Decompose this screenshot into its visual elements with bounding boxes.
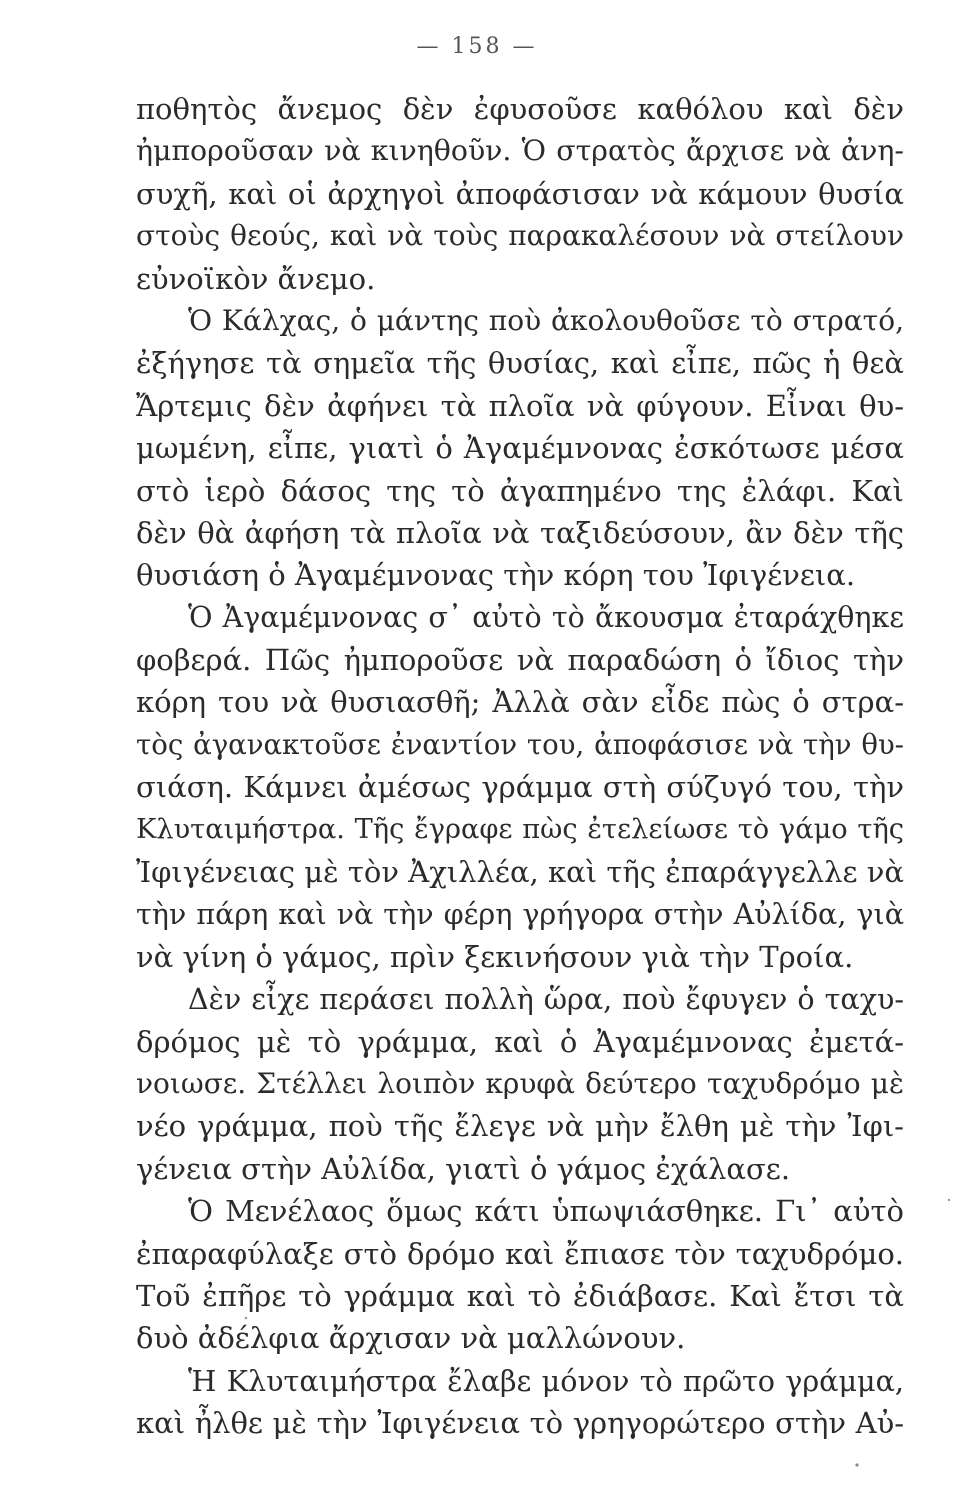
text-line: Δὲν εἶχε περάσει πολλὴ ὥρα, ποὺ ἔφυγεν ὁ ταχυ- xyxy=(188,982,904,1017)
text-line: Ἄρτεμις δὲν ἀφήνει τὰ πλοῖα νὰ φύγουν. Εἶναι θυ- xyxy=(136,388,904,423)
text-line: δυὸ ἀδέλφια ἄρχισαν νὰ μαλλώνουν. xyxy=(136,1321,686,1356)
text-line: Ἰφιγένειας μὲ τὸν Ἀχιλλέα, καὶ τῆς ἐπαράγγελλε νὰ xyxy=(136,855,904,890)
text-line: φοβερά. Πῶς ἠμποροῦσε νὰ παραδώση ὁ ἴδιος τὴν xyxy=(136,643,904,678)
text-line: Τοῦ ἐπῆρε τὸ γράμμα καὶ τὸ ἐδιάβασε. Καὶ ἔτσι τὰ xyxy=(136,1278,904,1313)
text-line: Ὁ Μενέλαος ὅμως κάτι ὑπωψιάσθηκε. Γι᾿ αὐτὸ xyxy=(188,1194,904,1229)
text-line: στὸ ἱερὸ δάσος της τὸ ἀγαπημένο της ἐλάφι. Καὶ xyxy=(136,473,904,508)
text-line: καὶ ἦλθε μὲ τὴν Ἰφιγένεια τὸ γρηγορώτερο στὴν Αὐ- xyxy=(136,1406,904,1441)
text-line: εὐνοϊκὸν ἄνεμο. xyxy=(136,261,376,296)
body-text xyxy=(136,88,904,1445)
text-line: σιάση. Κάμνει ἀμέσως γράμμα στὴ σύζυγό του, τὴν xyxy=(136,770,904,805)
text-line: ἐξήγησε τὰ σημεῖα τῆς θυσίας, καὶ εἶπε, πῶς ἡ θεὰ xyxy=(136,346,904,381)
text-line: τὸς ἀγανακτοῦσε ἐναντίον του, ἀποφάσισε νὰ τὴν θυ- xyxy=(136,728,904,761)
text-line: μωμένη, εἶπε, γιατὶ ὁ Ἀγαμέμνονας ἐσκότωσε μέσα xyxy=(136,431,904,466)
text-line: κόρη του νὰ θυσιασθῆ; Ἀλλὰ σὰν εἶδε πὼς ὁ στρα- xyxy=(136,685,904,720)
text-line: στοὺς θεούς, καὶ νὰ τοὺς παρακαλέσουν νὰ στείλουν xyxy=(136,219,904,253)
text-line: νέο γράμμα, ποὺ τῆς ἔλεγε νὰ μὴν ἔλθη μὲ τὴν Ἰφι- xyxy=(136,1109,904,1144)
text-line: ἐπαραφύλαξε στὸ δρόμο καὶ ἔπιασε τὸν ταχυδρόμο. xyxy=(136,1236,904,1271)
text-line: νὰ γίνη ὁ γάμος, πρὶν ξεκινήσουν γιὰ τὴν Τροία. xyxy=(136,939,854,974)
text-line: Κλυταιμήστρα. Τῆς ἔγραφε πὼς ἐτελείωσε τὸ γάμο τῆς xyxy=(136,813,904,845)
text-line: δὲν θὰ ἀφήση τὰ πλοῖα νὰ ταξιδεύσουν, ἂν δὲν τῆς xyxy=(136,515,904,550)
page-number: — 158 — xyxy=(416,34,538,59)
text-line: γένεια στὴν Αὐλίδα, γιατὶ ὁ γάμος ἐχάλασε. xyxy=(136,1151,791,1186)
text-line: τὴν πάρη καὶ νὰ τὴν φέρη γρήγορα στὴν Αὐλίδα, γιὰ xyxy=(136,897,904,932)
text-line: συχῆ, καὶ οἱ ἀρχηγοὶ ἀποφάσισαν νὰ κάμουν θυσία xyxy=(136,176,904,211)
text-line: ἠμποροῦσαν νὰ κινηθοῦν. Ὁ στρατὸς ἄρχισε νὰ ἀνη- xyxy=(136,134,904,168)
text-line: ποθητὸς ἄνεμος δὲν ἐφυσοῦσε καθόλου καὶ δὲν xyxy=(136,92,904,126)
text-line: Ὁ Ἀγαμέμνονας σ᾿ αὐτὸ τὸ ἄκουσμα ἐταράχθηκε xyxy=(188,600,904,634)
text-line: δρόμος μὲ τὸ γράμμα, καὶ ὁ Ἀγαμέμνονας ἐμετά- xyxy=(136,1024,904,1059)
text-line: Ὁ Κάλχας, ὁ μάντης ποὺ ἀκολουθοῦσε τὸ στρατό, xyxy=(188,303,904,337)
text-line: Ἡ Κλυταιμήστρα ἔλαβε μόνον τὸ πρῶτο γράμμα, xyxy=(188,1363,904,1398)
text-line: νοιωσε. Στέλλει λοιπὸν κρυφὰ δεύτερο ταχυδρόμο μὲ xyxy=(136,1066,904,1100)
text-line: θυσιάση ὁ Ἀγαμέμνονας τὴν κόρη του Ἰφιγένεια. xyxy=(136,558,856,593)
